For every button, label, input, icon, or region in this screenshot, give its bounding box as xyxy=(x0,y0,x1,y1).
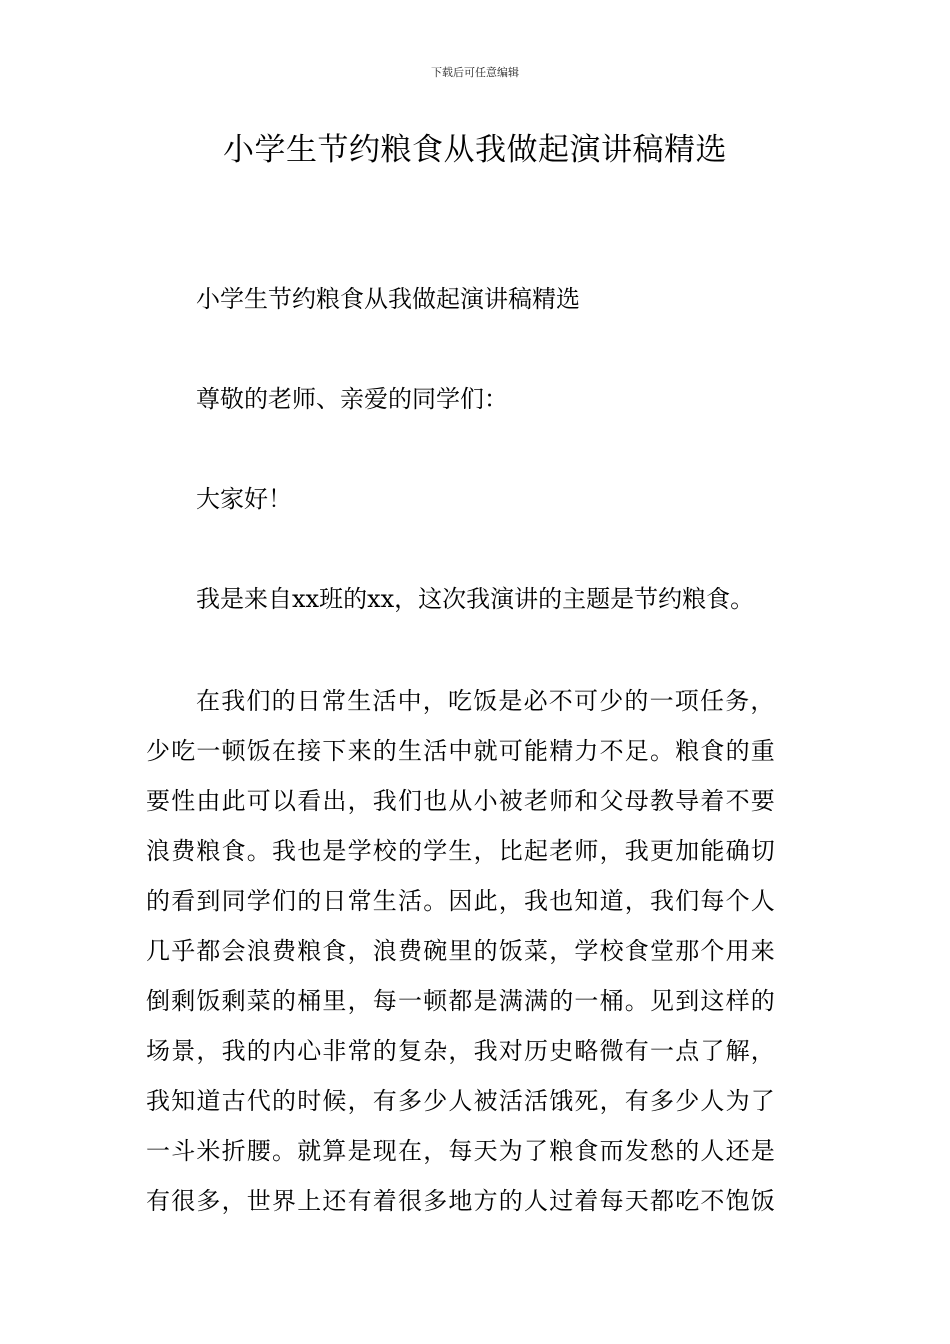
body-line: 有很多，世界上还有着很多地方的人过着每天都吃不饱饭 xyxy=(146,1187,776,1215)
body-line: 在我们的日常生活中，吃饭是必不可少的一项任务， xyxy=(196,687,776,715)
body-line: 几乎都会浪费粮食，浪费碗里的饭菜，学校食堂那个用来 xyxy=(146,937,776,965)
body-line: 我知道古代的时候，有多少人被活活饿死，有多少人为了 xyxy=(146,1087,776,1115)
paragraph-introduction: 我是来自xx班的xx，这次我演讲的主题是节约粮食。 xyxy=(196,585,755,613)
body-paragraph xyxy=(146,676,826,1226)
body-line: 的看到同学们的日常生活。因此，我也知道，我们每个人 xyxy=(146,887,776,915)
body-line: 少吃一顿饭在接下来的生活中就可能精力不足。粮食的重 xyxy=(146,737,776,765)
body-line: 浪费粮食。我也是学校的学生，比起老师，我更加能确切 xyxy=(146,837,776,865)
paragraph-salutation: 尊敬的老师、亲爱的同学们： xyxy=(196,385,508,413)
body-line: 要性由此可以看出，我们也从小被老师和父母教导着不要 xyxy=(146,787,776,815)
body-line: 倒剩饭剩菜的桶里，每一顿都是满满的一桶。见到这样的 xyxy=(146,987,776,1015)
body-line: 场景，我的内心非常的复杂，我对历史略微有一点了解， xyxy=(146,1037,776,1065)
header-note: 下载后可任意编辑 xyxy=(431,66,519,79)
body-line: 一斗米折腰。就算是现在，每天为了粮食而发愁的人还是 xyxy=(146,1137,776,1165)
paragraph-greeting: 大家好！ xyxy=(196,485,292,513)
document-title: 小学生节约粮食从我做起演讲稿精选 xyxy=(223,132,727,168)
paragraph-subtitle: 小学生节约粮食从我做起演讲稿精选 xyxy=(196,285,580,313)
